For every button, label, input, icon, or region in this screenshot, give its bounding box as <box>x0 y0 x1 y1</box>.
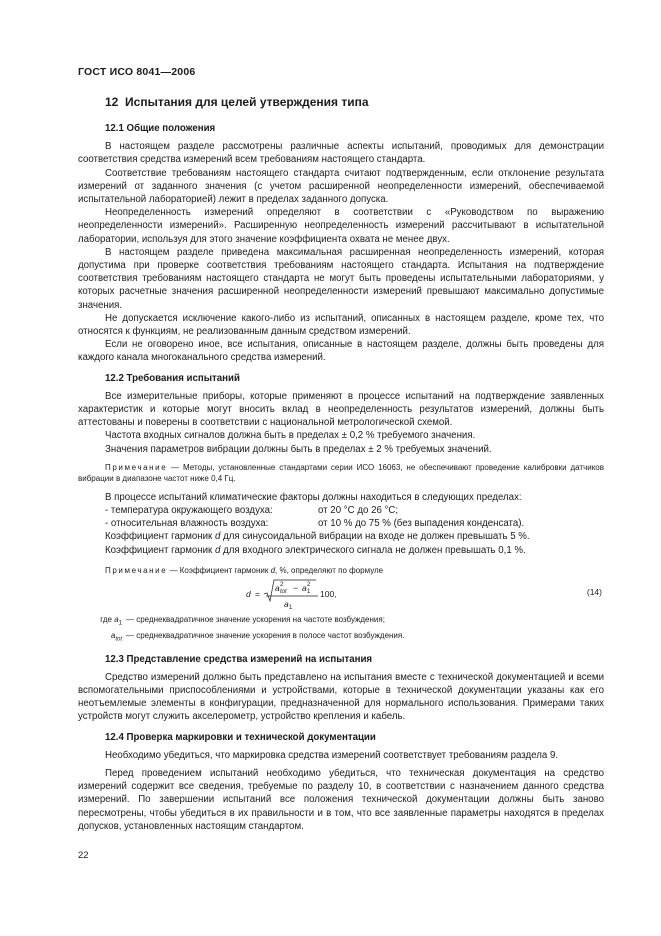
formula-exp: 2 <box>307 582 311 589</box>
paragraph: Значения параметров вибрации должны быть в пределах ± 2 % требуемых значений. <box>105 443 492 455</box>
text-run: Коэффициент гармоник <box>105 544 215 556</box>
formula-a-tot: a <box>275 583 280 594</box>
paragraph: В процессе испытаний климатические факторы должны находиться в следующих пределах: <box>105 491 522 503</box>
climate-value: от 10 % до 75 % (без выпадения конденсата). <box>318 518 525 530</box>
equation-number: (14) <box>586 587 602 598</box>
paragraph: В настоящем разделе рассмотрены различные аспекты испытаний, проводимых для демонстрации соответствия средства измерений всем требованиям настоящего стандарта. <box>78 141 604 166</box>
formula-equals: = <box>255 589 260 600</box>
definition-text: — среднеквадратичное значение ускорения в полосе частот возбуждения. <box>126 630 405 640</box>
formula-minus: − <box>293 583 298 594</box>
paragraph: Неопределенность измерений определяют в соответствии с «Руководством по выражению неопределенности измерений». Расширенную неопределенность измерений рассчитывают в испытательной лаборатории, используя для этого значение коэффициента охвата не менее двух. <box>78 207 604 245</box>
formula-exp: 2 <box>280 582 284 589</box>
definition-symbol <box>78 614 126 630</box>
formula-lhs: d <box>246 589 251 600</box>
note-label: Примечание <box>105 565 168 575</box>
subsection-title-12-1: 12.1 Общие положения <box>105 123 216 134</box>
climate-label: - температура окружающего воздуха: <box>105 505 273 517</box>
def-symbol: a <box>110 630 116 640</box>
paragraph: В настоящем разделе приведена максимальная расширенная неопределенность измерений, которая допустима при проверке соответствия требованиям настоящего стандарта. Испытания на подтверждение соответствия требованиям настоящего стандарта не могут быть проведены испытательными лабораториями, у которых расчетные значения расширенной неопределенности измерений превышают максимально допустимые значения. <box>78 246 604 311</box>
definition-row <box>78 630 604 646</box>
formula-sub: 1 <box>289 605 293 612</box>
formula-denominator: a <box>284 599 289 610</box>
formula-a1: a <box>302 583 307 594</box>
symbol-d: d <box>270 565 276 575</box>
paragraph <box>78 530 604 543</box>
paragraph: Все измерительные приборы, которые применяют в процессе испытаний на подтверждение заявленных характеристик и которые могут вносить вклад в неопределенность результатов измерений, должны быть аттестованы и поверены в соответствии с национальной метрологической схемой. <box>78 390 604 429</box>
subsection-title-12-3: 12.3 Представление средства измерений на испытания <box>105 653 373 665</box>
note-text: — Коэффициент гармоник <box>167 565 271 575</box>
paragraph: Перед проведением испытаний необходимо убедиться, что техническая документация на средство измерений содержит все сведения, требуемые по разделу 10, в соответствии с назначением данного средства измерений. По завершении испытаний все положения технической документации должны быть заново пересмотрены, чтобы убедиться в их правильности и в том, что все заявленные параметры находятся в пределах допусков, установленных настоящим стандартом. <box>78 768 604 832</box>
paragraph: Не допускается исключение какого-либо из испытаний, описанных в настоящем разделе, кроме тех, что относятся к функциям, не реализованным данным средством измерений. <box>78 312 604 338</box>
page-number: 22 <box>78 850 89 861</box>
text-run: для синусоидальной вибрации на входе не должен превышать 5 %. <box>220 531 530 543</box>
note <box>78 565 604 577</box>
note <box>78 462 604 485</box>
climate-row-humidity <box>78 517 604 530</box>
climate-value: от 20 °С до 26 °С; <box>318 505 399 517</box>
definition-text: — среднеквадратичное значение ускорения на частоте возбуждения; <box>126 615 385 625</box>
formula-sub: 1 <box>307 589 311 596</box>
document-header: ГОСТ ИСО 8041—2006 <box>78 66 196 78</box>
definition-symbol <box>78 630 126 646</box>
symbol-d: d <box>215 531 221 543</box>
paragraph: Частота входных сигналов должна быть в пределах ± 0,2 % требуемого значения. <box>105 430 476 442</box>
harmonic-formula <box>246 576 366 614</box>
paragraph: Если не оговорено иное, все испытания, описанные в настоящем разделе, должны быть проведены для каждого канала многоканального средства измерений. <box>78 339 604 364</box>
paragraph <box>78 544 604 557</box>
formula-times: 100, <box>320 589 337 600</box>
subsection-title-12-4: 12.4 Проверка маркировки и технической документации <box>105 731 376 743</box>
subsection-title-12-2: 12.2 Требования испытаний <box>105 372 240 384</box>
paragraph: Необходимо убедиться, что маркировка средства измерений соответствует требованиям раздела 9. <box>105 749 559 761</box>
def-subscript: tot <box>115 636 122 643</box>
symbol-d: d <box>215 544 221 556</box>
climate-row-temperature <box>78 504 604 517</box>
text-run: для входного электрического сигнала не должен превышать 0,1 %. <box>220 544 526 556</box>
document-body <box>78 122 604 833</box>
section-number: 12 <box>105 95 119 109</box>
formula-block <box>78 576 604 614</box>
definition-row <box>78 614 604 630</box>
paragraph: Соответствие требованиям настоящего стандарта считают подтвержденным, если отклонение результата измерений от заданного значения (с учетом расширенной неопределенности измерений, обеспечиваемой испытательной лабораторией) лежит в пределах заданного допуска. <box>78 167 604 206</box>
section-title: Испытания для целей утверждения типа <box>125 95 369 109</box>
climate-label: - относительная влажность воздуха: <box>105 518 269 530</box>
text-run: Коэффициент гармоник <box>105 531 215 543</box>
def-subscript: 1 <box>118 620 122 627</box>
note-text: — Методы, установленные стандартами серии ИСО 16063, не обеспечивают проведение калибровки датчиков вибрации в диапазоне частот ниже 0,4 Гц. <box>78 462 604 484</box>
formula-sub: tot <box>280 589 287 596</box>
definitions <box>78 614 604 645</box>
section-heading <box>105 95 369 109</box>
def-symbol: a <box>114 615 119 625</box>
paragraph: Средство измерений должно быть представлено на испытания вместе с технической документацией и всеми вспомогательными приспособлениями и устройствами, которые в технической документации указаны как его неотъемлемые элементы в конфигурации, предназначенной для нормального использования. Примерами таких устройств могут служить акселерометр, устройство крепления и кабель. <box>78 671 604 723</box>
note-text: , %, определяют по формуле <box>275 565 384 575</box>
where-word: где <box>100 615 112 625</box>
note-label: Примечание <box>105 462 168 472</box>
